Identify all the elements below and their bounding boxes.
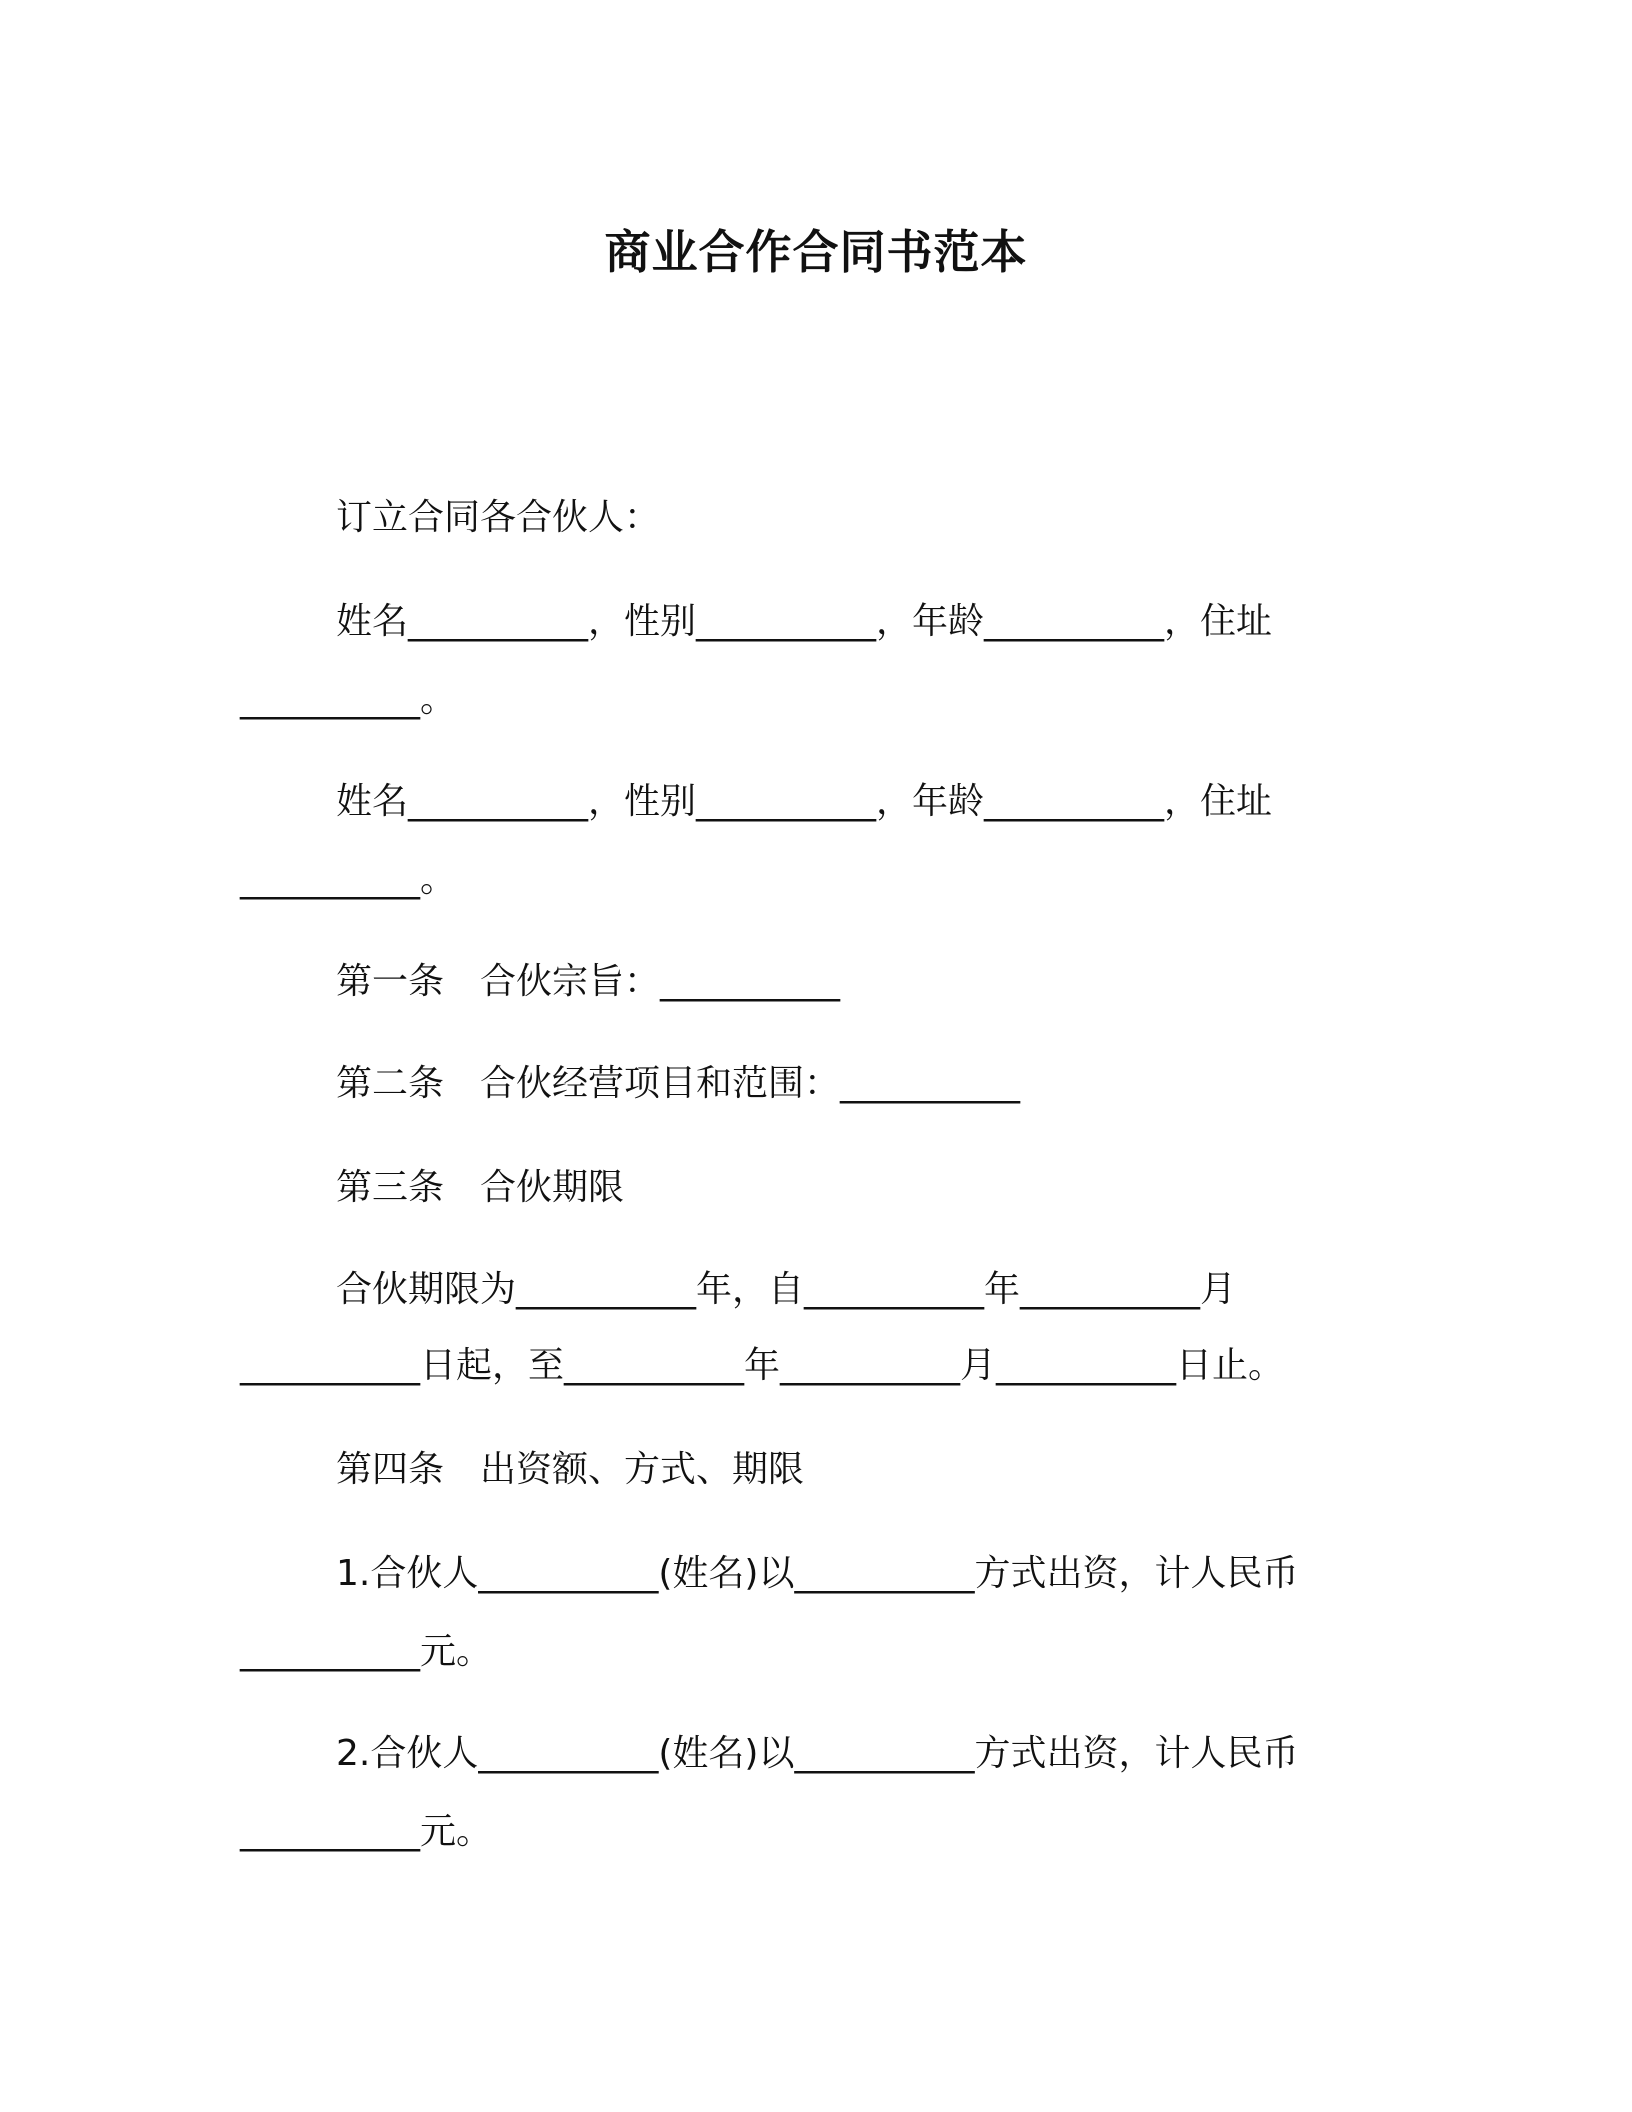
term-line-1: 合伙期限为__________年，自__________年__________月 [336,1269,1237,1310]
parties-heading: 订立合同各合伙人： [336,497,661,538]
term-line-2: __________日起，至__________年__________月__________日止。 [240,1345,1285,1386]
party-2-info-line: 姓名__________，性别__________，年龄__________，住址 [336,781,1273,822]
party-1-address-line: __________。 [240,679,457,720]
article-1-line: 第一条 合伙宗旨：__________ [336,961,841,1002]
party-1-info-line: 姓名__________，性别__________，年龄__________，住址 [336,601,1273,642]
contribution-2-line: 2.合伙人__________(姓名)以__________方式出资，计人民币 [336,1733,1299,1774]
contribution-2-amount-line: __________元。 [240,1811,493,1852]
article-3-heading: 第三条 合伙期限 [336,1167,625,1208]
contribution-1-line: 1.合伙人__________(姓名)以__________方式出资，计人民币 [336,1553,1299,1594]
document-title: 商业合作合同书范本 [604,225,1028,279]
party-2-address-line: __________。 [240,859,457,900]
contribution-1-amount-line: __________元。 [240,1631,493,1672]
article-2-line: 第二条 合伙经营项目和范围：__________ [336,1063,1021,1104]
article-4-heading: 第四条 出资额、方式、期限 [336,1449,805,1490]
